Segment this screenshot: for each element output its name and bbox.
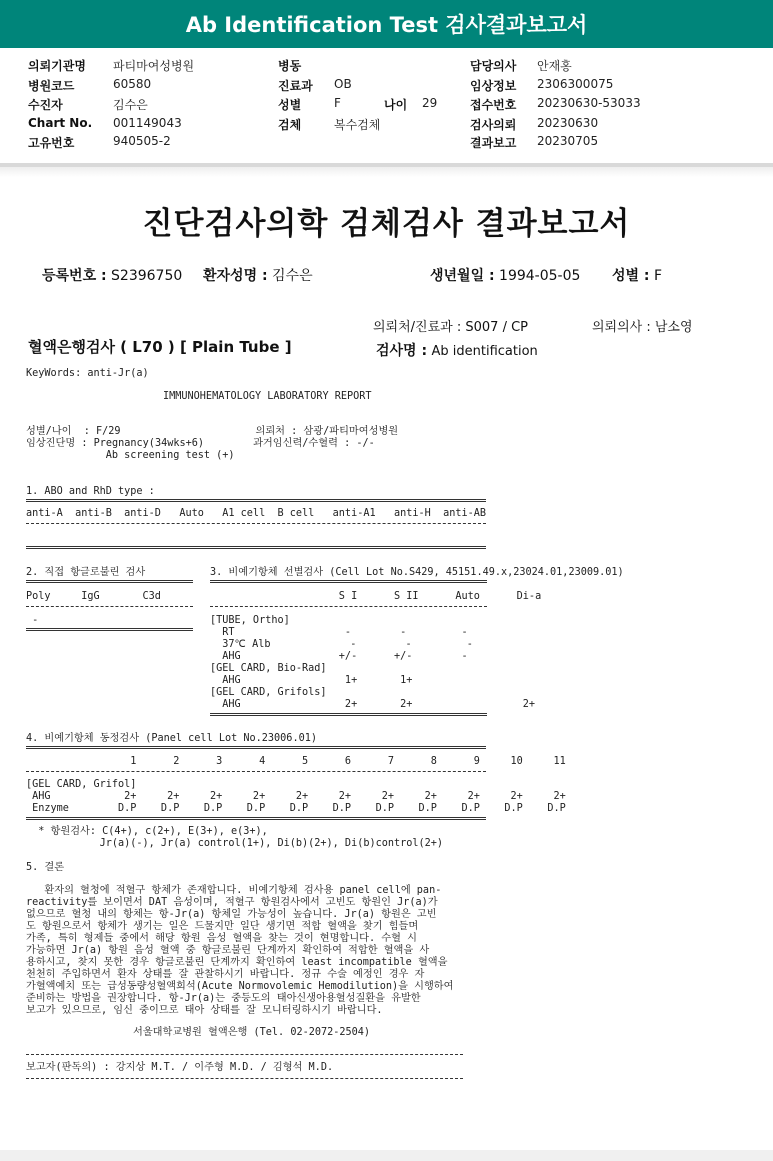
uid-value: 940505-2 <box>113 134 171 148</box>
request-field <box>470 116 599 133</box>
sec4-rule-bottom <box>26 817 486 820</box>
sec2-rule-bottom <box>26 628 193 631</box>
ward-label: 병동 <box>278 59 302 73</box>
org-label: 의뢰기관명 <box>28 59 86 73</box>
keywords: KeyWords: anti-Jr(a) <box>26 368 149 379</box>
sec3-row: [GEL CARD, Grifols] <box>210 687 327 698</box>
chart-label: Chart No. <box>28 116 93 130</box>
report-date-label: 결과보고 <box>470 136 517 150</box>
chart-value: 001149043 <box>113 116 182 130</box>
age-value: 29 <box>422 96 438 110</box>
doctor-value: 안재홍 <box>537 59 572 73</box>
ref-dept: 의뢰처/진료과 : S007 / CP <box>373 320 528 335</box>
report-header-title: Ab Identification Test 검사결과보고서 <box>185 13 588 37</box>
sec1-columns: anti-A anti-B anti-D Auto A1 cell B cell anti-A1 anti-H anti-AB <box>26 508 487 519</box>
sec3-title: 3. 비예기항체 선별검사 (Cell Lot No.S429, 45151.49.x,23024.01,23009.01) <box>210 567 624 578</box>
sec4-row: [GEL CARD, Grifol] <box>26 779 137 790</box>
age-label: 나이 <box>384 98 408 112</box>
sec3-row: AHG 1+ 1+ <box>210 675 413 686</box>
sec3-row: [GEL CARD, Bio-Rad] <box>210 663 327 674</box>
dept-value: OB <box>334 77 352 91</box>
sec1-rule-top <box>26 499 486 502</box>
header-divider-shadow <box>0 167 773 177</box>
sec3-rule-top <box>210 580 487 583</box>
clinical-value: 2306300075 <box>537 77 614 91</box>
sec3-row: AHG +/- +/- - <box>210 651 468 662</box>
sec3-row: 37℃ Alb - - - <box>210 639 473 650</box>
sex-value: F <box>334 96 341 110</box>
org-field <box>28 57 195 74</box>
info-line-2: 임상진단명 : Pregnancy(34wks+6) 과거임신력/수혈력 : -/- <box>26 438 375 449</box>
reg-no <box>42 265 182 285</box>
conclusion-line: 가능하면 Jr(a) 항원 음성 혈액 중 항글로불린 단계까지 확인하여 적합한 혈액을 사 <box>26 945 430 956</box>
uid-label: 고유번호 <box>28 136 75 150</box>
sec4-columns: 1 2 3 4 5 6 7 8 9 10 11 <box>26 756 566 767</box>
uid-field <box>28 134 171 151</box>
hcode-value: 60580 <box>113 77 152 91</box>
test-name-value: Ab identification <box>431 344 538 359</box>
sec3-columns: S I S II Auto Di-a <box>210 591 542 602</box>
reg-no-label: 등록번호 : <box>42 268 107 284</box>
report-title: 진단검사의학 검체검사 결과보고서 <box>142 206 631 242</box>
report-sex <box>612 265 662 285</box>
footer-bar <box>0 1150 773 1161</box>
sec1-rule-mid <box>26 523 486 524</box>
patient-name-value: 김수은 <box>272 268 313 284</box>
conclusion-line: 보고가 있으므로, 임신 중이므로 태아 상태를 잘 모니터링하시기 바랍니다. <box>26 1005 383 1016</box>
conclusion-line: 준비하는 방법을 권장합니다. 항-Jr(a)는 중등도의 태아신생아용혈성질환을 유발한 <box>26 993 421 1004</box>
conclusion-line: 가혈액예치 또는 급성동량성혈액희석(Acute Normovolemic Hemodilution)을 시행하여 <box>26 981 454 992</box>
ref-doctor: 의뢰의사 : 남소영 <box>592 320 693 335</box>
conclusion-line: 용하시고, 찾지 못한 경우 항글로불린 단계까지 확인하여 least incompatible 혈액을 <box>26 957 448 968</box>
antigen-line-2: Jr(a)(-), Jr(a) control(1+), Di(b)(2+), Di(b)control(2+) <box>26 838 444 849</box>
sec2-rule-top <box>26 580 193 583</box>
sec2-columns: Poly IgG C3d <box>26 591 161 602</box>
sec3-rule-bottom <box>210 713 487 716</box>
specimen-label: 검체 <box>278 118 302 132</box>
reporter-line: 보고자(판독의) : 강지상 M.T. / 이주형 M.D. / 김형석 M.D. <box>26 1062 334 1073</box>
report-sex-value: F <box>653 268 663 284</box>
org-value: 파티마여성병원 <box>113 59 195 73</box>
dob-label: 생년월일 : <box>430 268 495 284</box>
test-name <box>376 340 538 360</box>
dept-field <box>278 77 352 94</box>
sec3-rule-mid <box>210 606 487 607</box>
sec3-row: AHG 2+ 2+ 2+ <box>210 699 536 710</box>
conclusion-line: 환자의 혈청에 적혈구 항체가 존재합니다. 비예기항체 검사용 panel cell에 pan- <box>26 885 442 896</box>
sec4-row: AHG 2+ 2+ 2+ 2+ 2+ 2+ 2+ 2+ 2+ 2+ 2+ <box>26 791 566 802</box>
info-line-3: Ab screening test (+) <box>26 450 235 461</box>
specimen-value: 복수검체 <box>334 118 381 132</box>
patient-field <box>28 96 148 113</box>
patient-name <box>203 265 313 285</box>
sec2-rule-mid <box>26 606 193 607</box>
report-date-field <box>470 134 599 151</box>
lab-title: IMMUNOHEMATOLOGY LABORATORY REPORT <box>163 391 372 402</box>
receipt-field <box>470 96 641 113</box>
hospital-line: 서울대학교병원 혈액은행 (Tel. 02-2072-2504) <box>133 1027 371 1038</box>
sec4-title: 4. 비예기항체 동정검사 (Panel cell Lot No.23006.01) <box>26 733 317 744</box>
patient-value: 김수은 <box>113 98 148 112</box>
ward-field <box>278 57 301 74</box>
request-label: 검사의뢰 <box>470 118 517 132</box>
sec4-rule-top <box>26 746 486 749</box>
conclusion-line: 도 항원으로서 항체가 생기는 일은 드물지만 일단 생기면 적합 혈액을 찾기 힘들며 <box>26 921 419 932</box>
report-sex-label: 성별 : <box>612 268 650 284</box>
sec2-title: 2. 직접 항글로불린 검사 <box>26 567 146 578</box>
dob <box>430 265 580 285</box>
conclusion-line: reactivity를 보이면서 DAT 음성이며, 적혈구 항원검사에서 고빈도 항원인 Jr(a)가 <box>26 897 438 908</box>
conclusion-line: 천천히 주입하면서 환자 상태를 잘 관찰하시기 바랍니다. 정규 수술 예정인 경우 자 <box>26 969 425 980</box>
age-field <box>384 96 438 113</box>
doctor-label: 담당의사 <box>470 59 517 73</box>
sec1-rule-bottom <box>26 546 486 549</box>
doctor-field <box>470 57 572 74</box>
specimen-field <box>278 116 381 133</box>
info-line-1: 성별/나이 : F/29 의뢰처 : 삼광/파티마여성병원 <box>26 426 399 437</box>
antigen-line-1: * 항원검사: C(4+), c(2+), E(3+), e(3+), <box>26 826 268 837</box>
clinical-field <box>470 77 614 94</box>
sec1-title: 1. ABO and RhD type : <box>26 486 155 497</box>
sex-label: 성별 <box>278 98 302 112</box>
reporter-rule-bottom <box>26 1078 463 1079</box>
sec5-title: 5. 결론 <box>26 862 65 873</box>
receipt-value: 20230630-53033 <box>537 96 641 110</box>
test-name-label: 검사명 : <box>376 343 428 359</box>
sec4-rule-mid <box>26 771 486 772</box>
reporter-rule-top <box>26 1054 463 1055</box>
patient-label: 수진자 <box>28 98 63 112</box>
hcode-field <box>28 77 152 94</box>
patient-name-label: 환자성명 : <box>203 268 268 284</box>
report-date-value: 20230705 <box>537 134 599 148</box>
dept-label: 진료과 <box>278 79 313 93</box>
reg-no-value: S2396750 <box>111 268 183 284</box>
request-value: 20230630 <box>537 116 599 130</box>
sec3-row: RT - - - <box>210 627 468 638</box>
clinical-label: 임상정보 <box>470 79 517 93</box>
conclusion-line: 없으므로 혈청 내의 항체는 항-Jr(a) 항체일 가능성이 높습니다. Jr(a) 항원은 고빈 <box>26 909 437 920</box>
receipt-label: 접수번호 <box>470 98 517 112</box>
sec2-value: - <box>26 615 39 626</box>
sec3-row: [TUBE, Ortho] <box>210 615 290 626</box>
hcode-label: 병원코드 <box>28 79 75 93</box>
dob-value: 1994-05-05 <box>499 268 581 284</box>
report-header-bar <box>0 0 773 48</box>
sec4-row: Enzyme D.P D.P D.P D.P D.P D.P D.P D.P D.P D.P D.P <box>26 803 566 814</box>
sex-field <box>278 96 341 113</box>
chart-field <box>28 116 182 130</box>
test-group: 혈액은행검사 ( L70 ) [ Plain Tube ] <box>28 338 292 356</box>
conclusion-line: 가족, 특히 형제들 중에서 해당 항원 음성 혈액을 찾는 것이 현명합니다. 수혈 시 <box>26 933 417 944</box>
